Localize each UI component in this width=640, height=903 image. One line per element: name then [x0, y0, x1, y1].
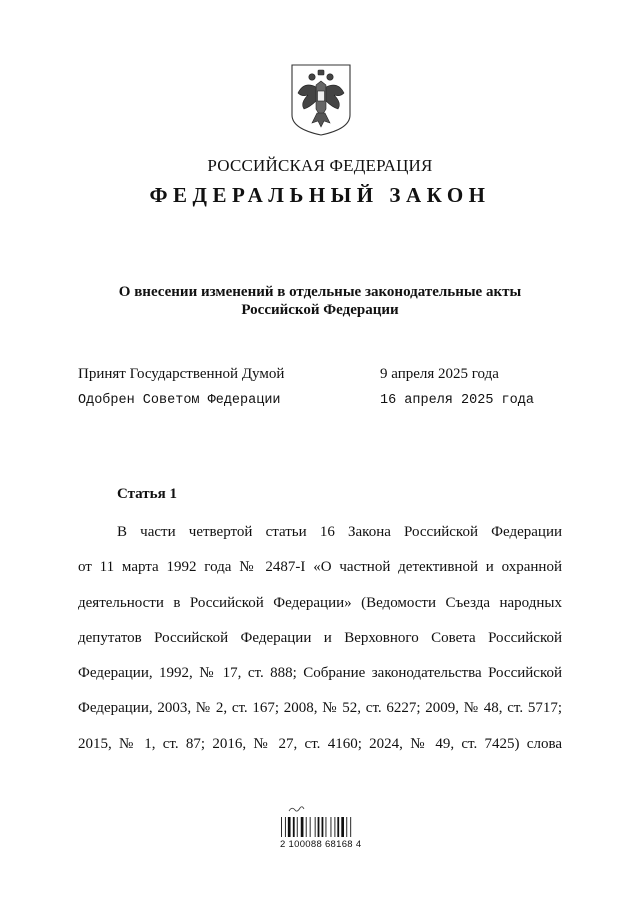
article-body	[78, 515, 562, 762]
article-line: Федерации, 1992, № 17, ст. 888; Собрание законодательства Российской	[78, 665, 562, 682]
article-line: Федерации, 2003, № 2, ст. 167; 2008, № 52, ст. 6227; 2009, № 48, ст. 5717;	[78, 700, 562, 717]
law-title	[0, 283, 640, 319]
law-title-line-1: О внесении изменений в отдельные законодательные акты	[118, 284, 522, 300]
article-line: от 11 марта 1992 года № 2487-I «О частной детективной и охранной	[78, 559, 562, 576]
russian-coat-of-arms-icon	[290, 63, 352, 137]
article-heading: Статья 1	[117, 486, 177, 502]
law-title-line-2: Российской Федерации	[241, 302, 399, 318]
duma-label: Принят Государственной Думой	[78, 366, 285, 382]
duma-date: 9 апреля 2025 года	[380, 366, 499, 382]
article-line: 2015, № 1, ст. 87; 2016, № 27, ст. 4160; 2024, № 49, ст. 7425) слова	[78, 735, 562, 752]
council-label: Одобрен Советом Федерации	[78, 393, 281, 408]
article-line: В части четвертой статьи 16 Закона Российской Федерации	[117, 524, 562, 540]
country-name: РОССИЙСКАЯ ФЕДЕРАЦИЯ	[207, 156, 433, 175]
article-line: деятельности в Российской Федерации» (Ведомости Съезда народных	[78, 594, 562, 611]
article-line: депутатов Российской Федерации и Верховного Совета Российской	[78, 629, 562, 646]
law-type-heading: ФЕДЕРАЛЬНЫЙ ЗАКОН	[149, 183, 491, 207]
barcode-number: 2 100088 68168 4	[280, 839, 362, 850]
council-date: 16 апреля 2025 года	[380, 393, 534, 408]
